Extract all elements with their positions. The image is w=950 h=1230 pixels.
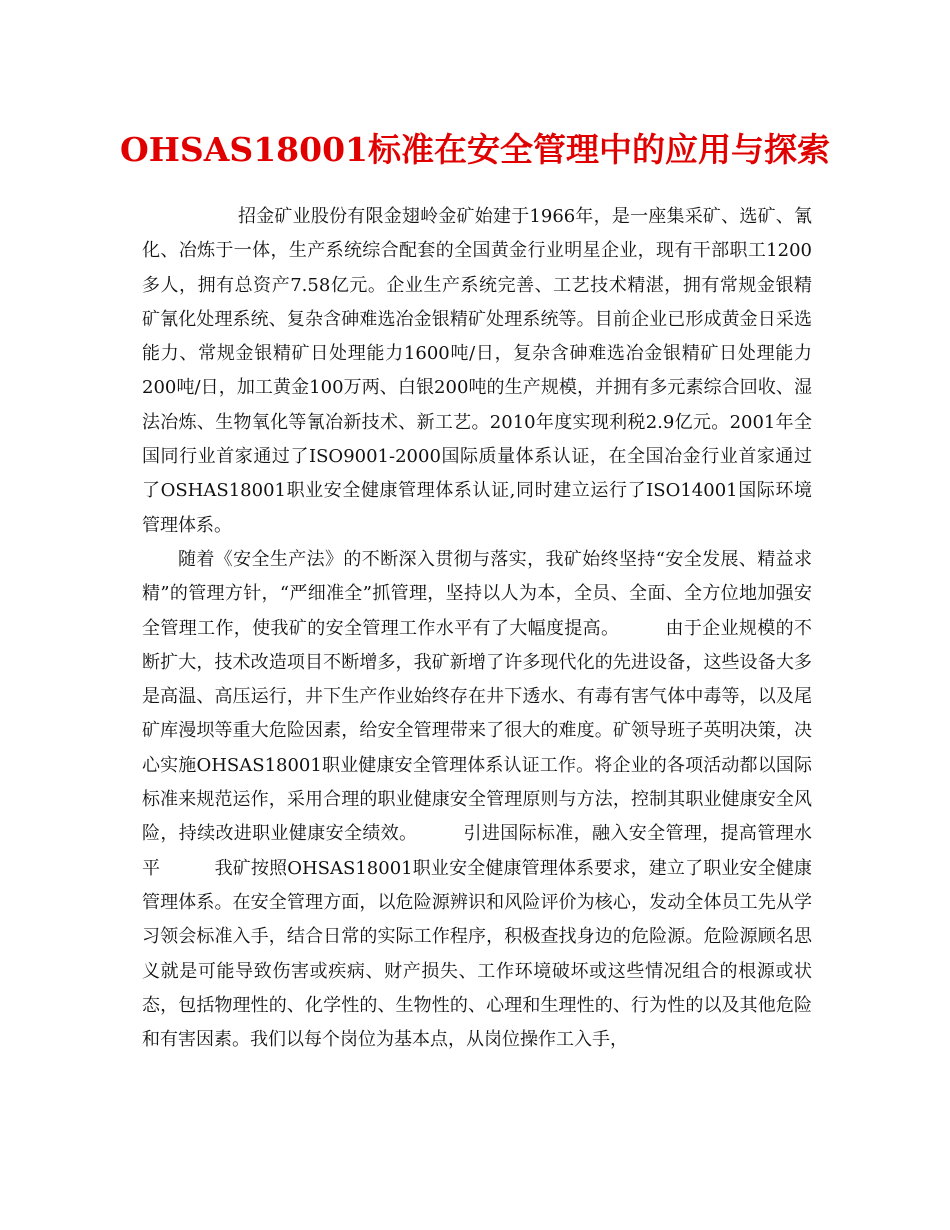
document-title: OHSAS18001标准在安全管理中的应用与探索 bbox=[120, 130, 830, 169]
paragraph-safety-management: 随着《安全生产法》的不断深入贯彻与落实，我矿始终坚持“安全发展、精益求精”的管理方针，“严细准全”抓管理，坚持以人为本，全员、全面、全方位地加强安全管理工作，使我矿的安全管理工作水平有了大幅度提高。 由于企业规模的不断扩大，技术改造项目不断增多，我矿新增了许多现代化的先进设备，这些设备大多是高温、高压运行，井下生产作业始终存在井下透水、有毒有害气体中毒等，以及尾矿库漫坝等重大危险因素，给安全管理带来了很大的难度。矿领导班子英明决策，决心实施OHSAS18001职业健康安全管理体系认证工作。将企业的各项活动都以国际标准来规范运作，采用合理的职业健康安全管理原则与方法，控制其职业健康安全风险，持续改进职业健康安全绩效。 引进国际标准，融入安全管理，提高管理水平 我矿按照OHSAS18001职业安全健康管理体系要求，建立了职业安全健康管理体系。在安全管理方面，以危险源辨识和风险评价为核心，发动全体员工先从学习领会标准入手，结合日常的实际工作程序，积极查找身边的危险源。危险源顾名思义就是可能导致伤害或疾病、财产损失、工作环境破坏或这些情况组合的根源或状态，包括物理性的、化学性的、生物性的、心理和生理性的、行为性的以及其他危险和有害因素。我们以每个岗位为基本点，从岗位操作工入手， bbox=[142, 548, 812, 1051]
document-body bbox=[142, 200, 812, 1057]
paragraph-company-intro: 招金矿业股份有限金翅岭金矿始建于1966年，是一座集采矿、选矿、氰化、冶炼于一体，生产系统综合配套的全国黄金行业明星企业，现有干部职工1200多人，拥有总资产7.58亿元。企业生产系统完善、工艺技术精湛，拥有常规金银精矿氰化处理系统、复杂含砷难选冶金银精矿处理系统等。目前企业已形成黄金日采选能力、常规金银精矿日处理能力1600吨/日，复杂含砷难选冶金银精矿日处理能力200吨/日，加工黄金100万两、白银200吨的生产规模，并拥有多元素综合回收、湿法冶炼、生物氧化等氰冶新技术、新工艺。2010年度实现利税2.9亿元。2001年全国同行业首家通过了ISO9001-2000国际质量体系认证，在全国冶金行业首家通过了OSHAS18001职业安全健康管理体系认证,同时建立运行了ISO14001国际环境管理体系。 bbox=[142, 206, 812, 536]
